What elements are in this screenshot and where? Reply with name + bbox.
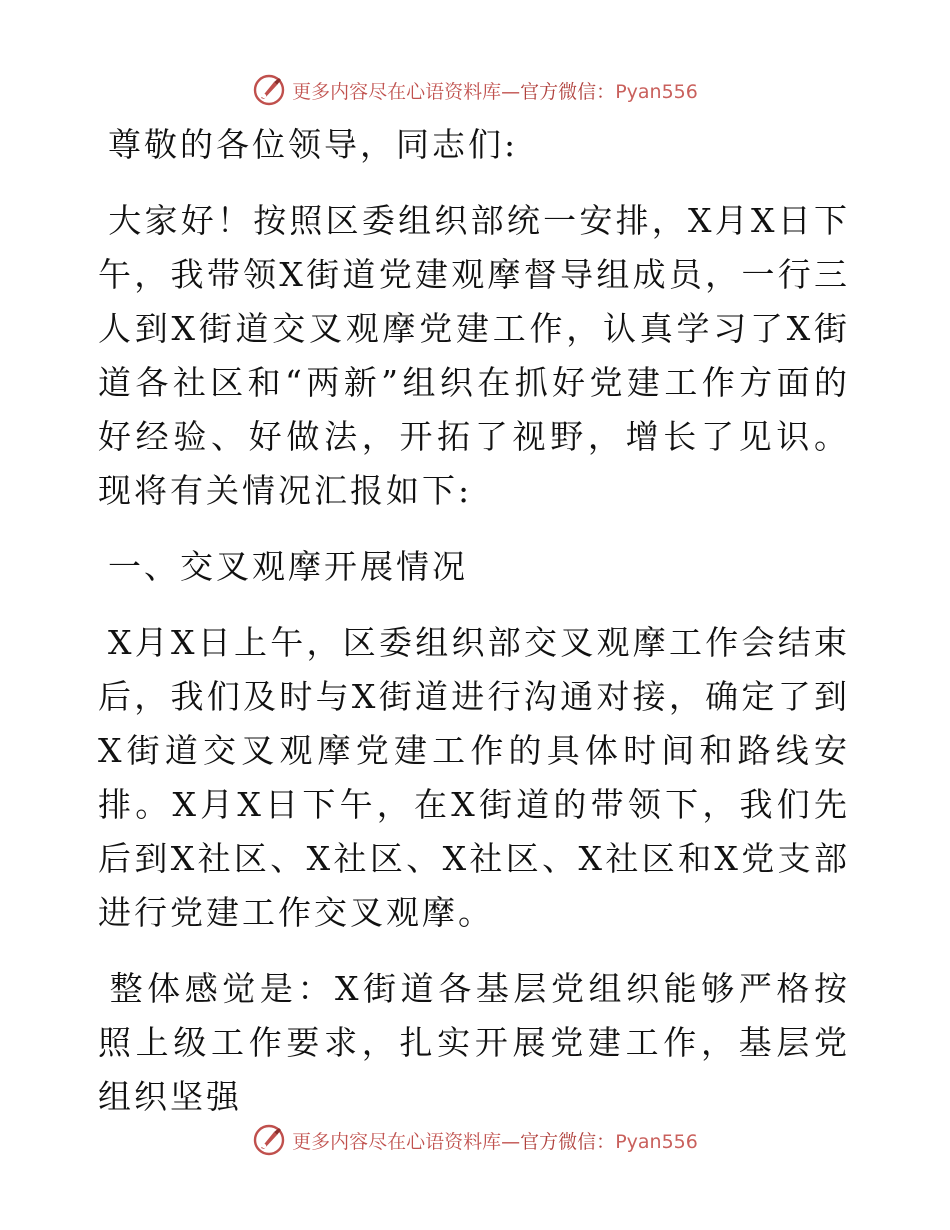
header-watermark — [0, 70, 950, 110]
watermark-separator: — — [501, 80, 521, 103]
watermark-official-label: 官方微信： — [520, 80, 616, 103]
paragraph-intro: 大家好！按照区委组织部统一安排，X月X日下午，我带领X街道党建观摩督导组成员，一行三人到X街道交叉观摩党建工作，认真学习了X街道各社区和“两新”组织在抓好党建工作方面的好经验、好做法，开拓了视野，增长了见识。现将有关情况汇报如下: — [98, 201, 850, 510]
footer-watermark — [0, 1120, 950, 1160]
paragraph-activity: X月X日上午，区委组织部交叉观摩工作会结束后，我们及时与X街道进行沟通对接，确定了到X街道交叉观摩党建工作的具体时间和路线安排。X月X日下午，在X街道的带领下，我们先后到X社区、X社区、X社区、X社区和X党支部进行党建工作交叉观摩。 — [98, 623, 850, 932]
watermark-site: 更多内容尽在心语资料库 — [292, 80, 502, 103]
paragraph-summary: 整体感觉是：X街道各基层党组织能够严格按照上级工作要求，扎实开展党建工作，基层党组织坚强 — [98, 969, 850, 1116]
quill-seal-icon — [252, 73, 286, 107]
watermark-wechat-id: Pyan556 — [615, 80, 698, 103]
watermark-official-label: 官方微信： — [520, 1130, 616, 1153]
greeting: 尊敬的各位领导，同志们: — [108, 125, 519, 164]
watermark-separator: — — [501, 1130, 521, 1153]
watermark-wechat-id: Pyan556 — [615, 1130, 698, 1153]
watermark-text — [292, 1127, 698, 1154]
section-heading: 一、交叉观摩开展情况 — [108, 547, 468, 586]
document-body — [98, 118, 850, 1146]
watermark-text — [292, 77, 698, 104]
watermark-site: 更多内容尽在心语资料库 — [292, 1130, 502, 1153]
quill-seal-icon — [252, 1123, 286, 1157]
